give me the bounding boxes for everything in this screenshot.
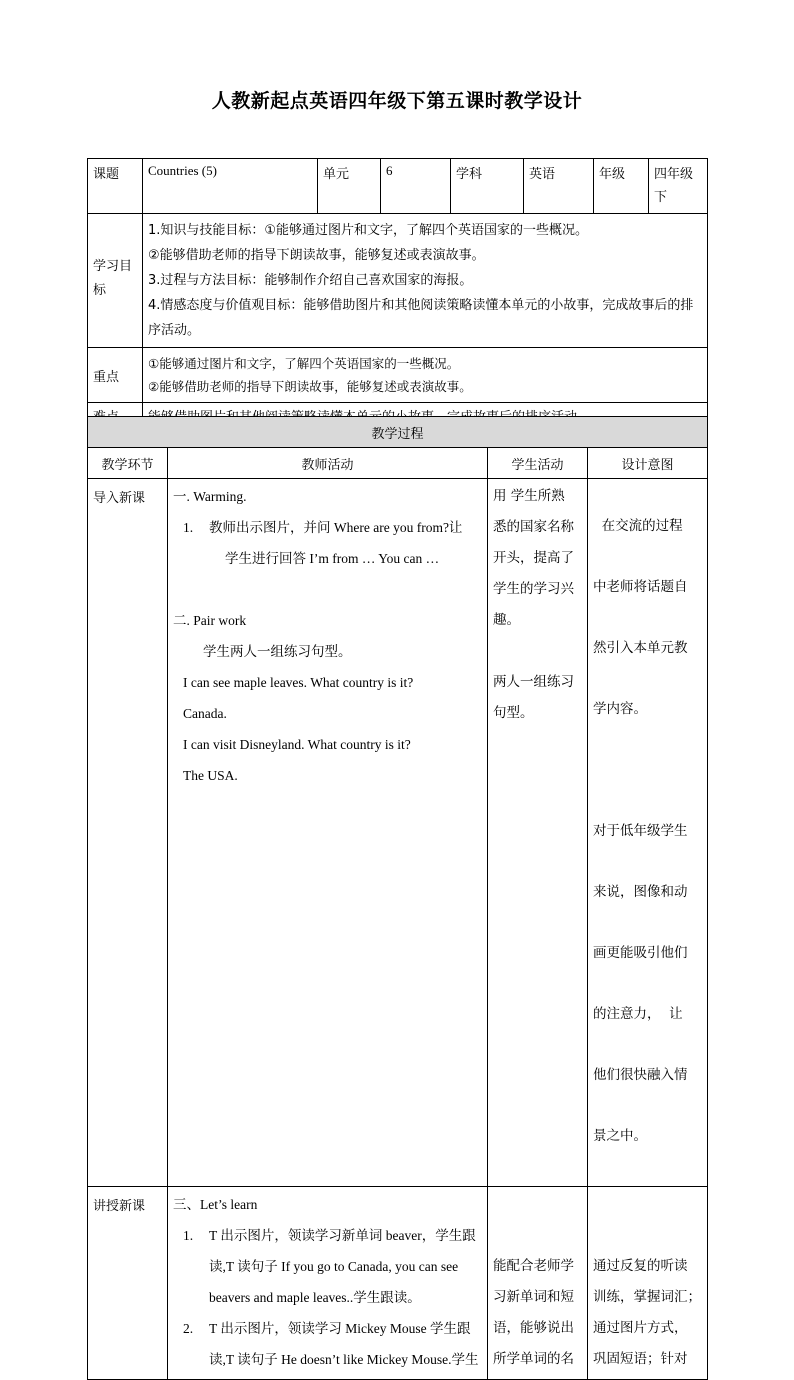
pair-line: The USA. (183, 768, 238, 783)
pair-line: Canada. (183, 706, 227, 721)
stage-cell: 导入新课 (88, 479, 168, 1187)
text-line: 他们很快融入情 (593, 1067, 688, 1083)
text-line: 所学单词的名 (493, 1351, 574, 1367)
header-intent: 设计意图 (588, 448, 708, 479)
list-item (173, 512, 482, 543)
text-line: 习新单词和短 (493, 1289, 574, 1305)
text-line: 中老师将话题自 (593, 579, 688, 595)
section-heading: 二. Pair work (173, 613, 247, 628)
subject-label: 学科 (451, 159, 524, 214)
section-heading: 一. Warming. (173, 489, 247, 504)
unit-label: 单元 (318, 159, 381, 214)
header-teacher: 教师活动 (168, 448, 488, 479)
pair-line: I can visit Disneyland. What country is it? (183, 737, 411, 752)
teacher-activity-cell (168, 1187, 488, 1380)
text-line: 的注意力， 让 (593, 1006, 683, 1022)
goals-cell (143, 214, 708, 348)
goals-label: 学习目标 (88, 214, 143, 348)
text-line: 景之中。 (593, 1128, 647, 1144)
pair-intro: 学生两人一组练习句型。 (203, 644, 352, 659)
student-activity-cell (488, 1187, 588, 1380)
design-intent-cell (588, 1187, 708, 1380)
text-line: 训练，掌握词汇； (593, 1289, 701, 1305)
item-text: 读,T 读句子 If you go to Canada, you can see (209, 1259, 459, 1274)
goal-line: 1.知识与技能目标：①能够通过图片和文字，了解四个英语国家的一些概况。 (148, 223, 589, 238)
section-heading: 三、Let’s learn (173, 1197, 258, 1212)
item-text: 教师出示图片，并问 Where are you from?让 (209, 520, 463, 535)
item-text: 读,T 读句子 He doesn’t like Mickey Mouse.学生 (209, 1352, 479, 1367)
topic-label: 课题 (88, 159, 143, 214)
text-line: 学内容。 (593, 701, 647, 717)
text-line: 语，能够说出 (493, 1320, 574, 1336)
goal-line: 4.情感态度与价值观目标：能够借助图片和其他阅读策略读懂本单元的小故事，完成故事后的排序活动。 (148, 298, 694, 338)
page-title: 人教新起点英语四年级下第五课时教学设计 (211, 90, 583, 112)
item-number: 1. (183, 1228, 194, 1243)
stage-cell: 讲授新课 (88, 1187, 168, 1380)
text-line: 巩固短语；针对 (593, 1351, 688, 1367)
process-section-title: 教学过程 (88, 417, 708, 448)
text-line: 趣。 (493, 612, 520, 628)
text-line: 来说，图像和动 (593, 884, 688, 900)
grade-value: 四年级下 (649, 159, 708, 214)
student-activity-cell (488, 479, 588, 1187)
text-line: 通过反复的听读 (593, 1258, 688, 1274)
key-point: ①能够通过图片和文字，了解四个英语国家的一些概况。 (148, 356, 460, 371)
goal-line: 3.过程与方法目标：能够制作介绍自己喜欢国家的海报。 (148, 273, 473, 288)
process-table (87, 416, 708, 1380)
unit-value: 6 (381, 159, 451, 214)
design-intent-cell (588, 479, 708, 1187)
item-number: 2. (183, 1321, 194, 1336)
topic-value: Countries (5) (143, 159, 318, 214)
item-text: beavers and maple leaves..学生跟读。 (209, 1290, 421, 1305)
item-number: 1. (183, 520, 194, 535)
goal-line: ②能够借助老师的指导下朗读故事，能够复述或表演故事。 (148, 248, 485, 263)
text-line: 学生的学习兴 (493, 581, 574, 597)
text-line: 画更能吸引他们 (593, 945, 688, 961)
text-line: 开头，提高了 (493, 550, 574, 566)
key-point: ②能够借助老师的指导下朗读故事，能够复述或表演故事。 (148, 379, 472, 394)
grade-label: 年级 (594, 159, 649, 214)
text-line: 句型。 (493, 705, 534, 721)
text-line: 在交流的过程 (593, 518, 683, 534)
subject-value: 英语 (524, 159, 594, 214)
pair-line: I can see maple leaves. What country is it? (183, 675, 414, 690)
key-label: 重点 (88, 348, 143, 403)
header-stage: 教学环节 (88, 448, 168, 479)
item-text: T 出示图片，领读学习新单词 beaver，学生跟 (209, 1228, 476, 1243)
text-line: 两人一组练习 (493, 674, 574, 690)
item-text: 学生进行回答 I’m from … You can … (225, 551, 440, 566)
text-line: 对于低年级学生 (593, 823, 688, 839)
teacher-activity-cell (168, 479, 488, 1187)
item-text: T 出示图片，领读学习 Mickey Mouse 学生跟 (209, 1321, 471, 1336)
text-line: 然引入本单元教 (593, 640, 688, 656)
text-line: 用 学生所熟 (493, 488, 565, 504)
info-table (87, 158, 708, 429)
text-line: 悉的国家名称 (493, 519, 574, 535)
text-line: 通过图片方式， (593, 1320, 688, 1336)
text-line: 能配合老师学 (493, 1258, 574, 1274)
list-item (173, 1313, 482, 1344)
list-item (173, 1220, 482, 1251)
header-student: 学生活动 (488, 448, 588, 479)
key-cell (143, 348, 708, 403)
